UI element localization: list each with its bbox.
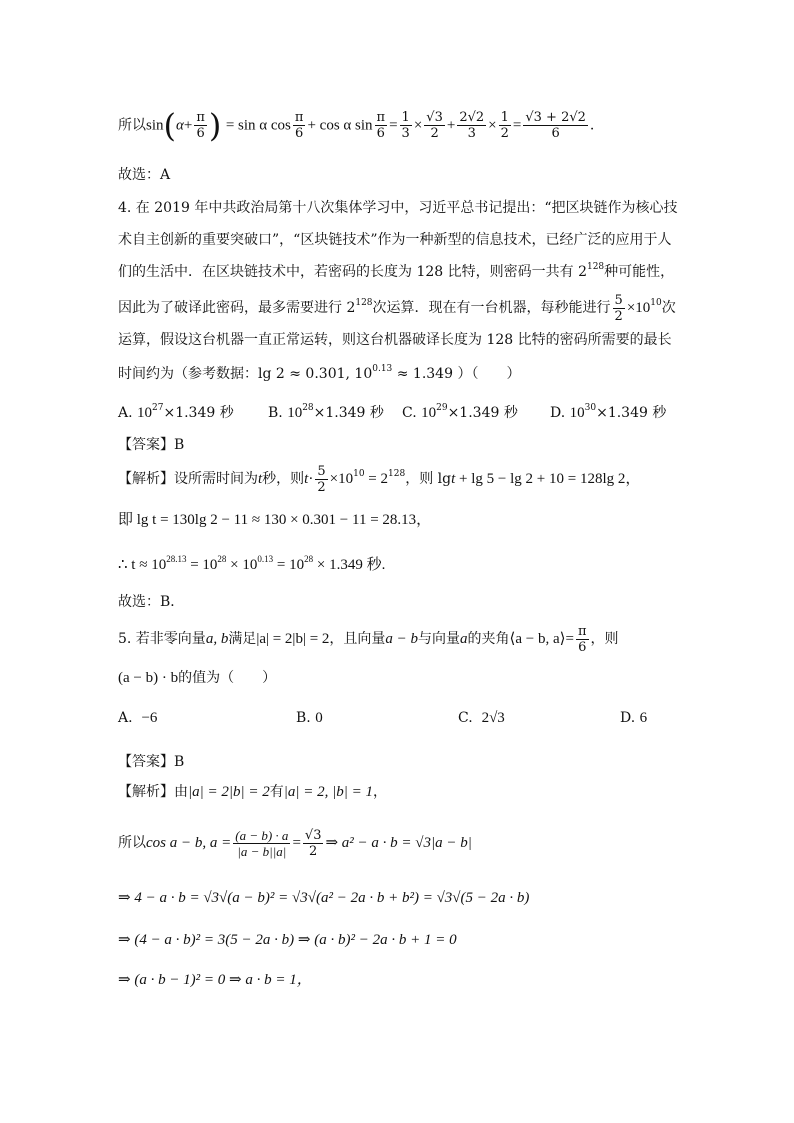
q5-frac-cos: $\frac{(a - b) \cdot a}{|a - b||a|}$ [235, 827, 289, 859]
q4-stem-line3: 们的生活中．在区块链技术中，若密码的长度为 128 比特，则密码一共有 $2^{128}$种可能性， [118, 262, 675, 280]
q3-frac-pi6: $\frac{\pi}{6}$ [196, 110, 205, 141]
q4-analysis-line1: 【解析】设所需时间为t秒，则t· $\frac{5}{2}$ $\times 10^{10} = 2^{128}$，则 lgt + lg 5 − lg 2 + 10 = 128lg 2， [118, 463, 641, 495]
q3-rhs-mid: + cos α sin [307, 117, 373, 134]
q3-alpha: α [176, 117, 184, 134]
q5-analysis-line3: ⇒ 4 − a · b = √3√(a − b)² = √3√(a² − 2a · b + b²) = √3√(5 − 2a · b) [118, 890, 530, 906]
q3-formula-line: 所以sin(α+ $\frac{\pi}{6}$ ) = sin α cos $\frac{\pi}{6}$ + cos α sin $\frac{\pi}{6}$ = $\frac{1}{3}$ × $\frac{√3}{2}$ + $\frac{2√2}{3}$ × $\frac{1}{2}$ = $\frac{√3 + 2√2}{6}$ . [118, 106, 595, 145]
q4-stem-line4: 因此为了破译此密码，最多需要进行 $2^{128}$次运算．现在有一台机器，每秒能进行 $\frac{5}{2}$ $\times 10^{10}$次 [118, 292, 676, 324]
q5-analysis-line2: 所以cos a − b, a = $\frac{(a - b) \cdot a}{|a - b||a|}$ = $\frac{√3}{2}$ ⇒ a² − a · b = √3|a − b| [118, 827, 472, 859]
q5-stem-line2: (a − b) · b的值为（ ） [118, 670, 277, 686]
q4-analysis-frac: $\frac{5}{2}$ [317, 463, 326, 495]
q5-option-c[interactable]: C. 2√3 [458, 710, 505, 726]
q3-frac-sqrt3-2: $\frac{√3}{2}$ [426, 110, 443, 141]
q3-frac-pi6-b: $\frac{\pi}{6}$ [294, 110, 304, 141]
q3-frac-pi6-c: $\frac{\pi}{6}$ [376, 110, 386, 141]
q5-analysis-line1: 【解析】由|a| = 2|b| = 2有|a| = 2, |b| = 1， [118, 784, 387, 800]
q3-frac-1-3: $\frac{1}{3}$ [401, 110, 410, 141]
q5-option-a[interactable]: A. −6 [118, 710, 158, 726]
q5-analysis-line4: ⇒ (4 − a · b)² = 3(5 − 2a · b) ⇒ (a · b)² − 2a · b + 1 = 0 [118, 932, 457, 948]
q4-option-c[interactable]: C. $10^{29}\times 1.349$ 秒 [402, 403, 518, 421]
q5-option-b[interactable]: B. 0 [296, 710, 323, 726]
q5-stem-line1: 5. 若非零向量a, b满足|a| = 2|b| = 2，且向量a − b与向量a的夹角⟨a − b, a⟩= $\frac{\pi}{6}$ ，则 [118, 623, 619, 655]
q5-frac-pi6: $\frac{\pi}{6}$ [577, 623, 587, 655]
q3-prefix: 所以 [118, 117, 146, 134]
q3-frac-final: $\frac{√3 + 2√2}{6}$ [525, 110, 586, 141]
q4-stem-line5: 运算，假设这台机器一直正常运转，则这台机器破译长度为 128 比特的密码所需要的最长 [118, 332, 672, 348]
q3-sin: sin [146, 117, 164, 134]
q5-frac-sqrt3-2: $\frac{√3}{2}$ [304, 827, 322, 859]
q4-result: 故选：B． [118, 594, 185, 610]
q3-frac-1-2: $\frac{1}{2}$ [500, 110, 509, 141]
q4-stem-line2: 术自主创新的重要突破口”，“区块链技术”作为一种新型的信息技术，已经广泛的应用于人 [118, 232, 672, 248]
q4-option-a[interactable]: A. $10^{27}\times 1.349$ 秒 [118, 403, 234, 421]
q3-rhs-main: = sin α cos [225, 117, 291, 134]
q5-answer: 【答案】B [118, 754, 185, 770]
q3-result: 故选：A [118, 167, 171, 183]
q3-plus: + [183, 117, 193, 134]
q4-frac-5-2: $\frac{5}{2}$ [614, 292, 623, 324]
q4-stem-line1: 4. 在 2019 年中共政治局第十八次集体学习中，习近平总书记提出：“把区块链作为核心技 [118, 200, 678, 216]
q4-option-b[interactable]: B. $10^{28}\times 1.349$ 秒 [268, 403, 384, 421]
q5-analysis-line5: ⇒ (a · b − 1)² = 0 ⇒ a · b = 1， [118, 972, 312, 988]
q5-option-d[interactable]: D. 6 [620, 710, 648, 726]
q4-answer: 【答案】B [118, 437, 185, 453]
q4-stem-line6: 时间约为（参考数据：lg 2 ≈ 0.301, $10^{0.13} \approx 1.349$ ）（ ） [118, 364, 521, 382]
q4-analysis-line2: 即 lg t = 130lg 2 − 11 ≈ 130 × 0.301 − 11 = 28.13， [118, 512, 432, 528]
q4-option-d[interactable]: D. $10^{30}\times 1.349$ 秒 [550, 403, 667, 421]
q4-analysis-line3: ∴ $t \approx 10^{28.13} = 10^{28} \times 10^{0.13} = 10^{28} \times 1.349$ 秒. [118, 554, 386, 573]
q3-frac-2sqrt2-3: $\frac{2√2}{3}$ [459, 110, 485, 141]
